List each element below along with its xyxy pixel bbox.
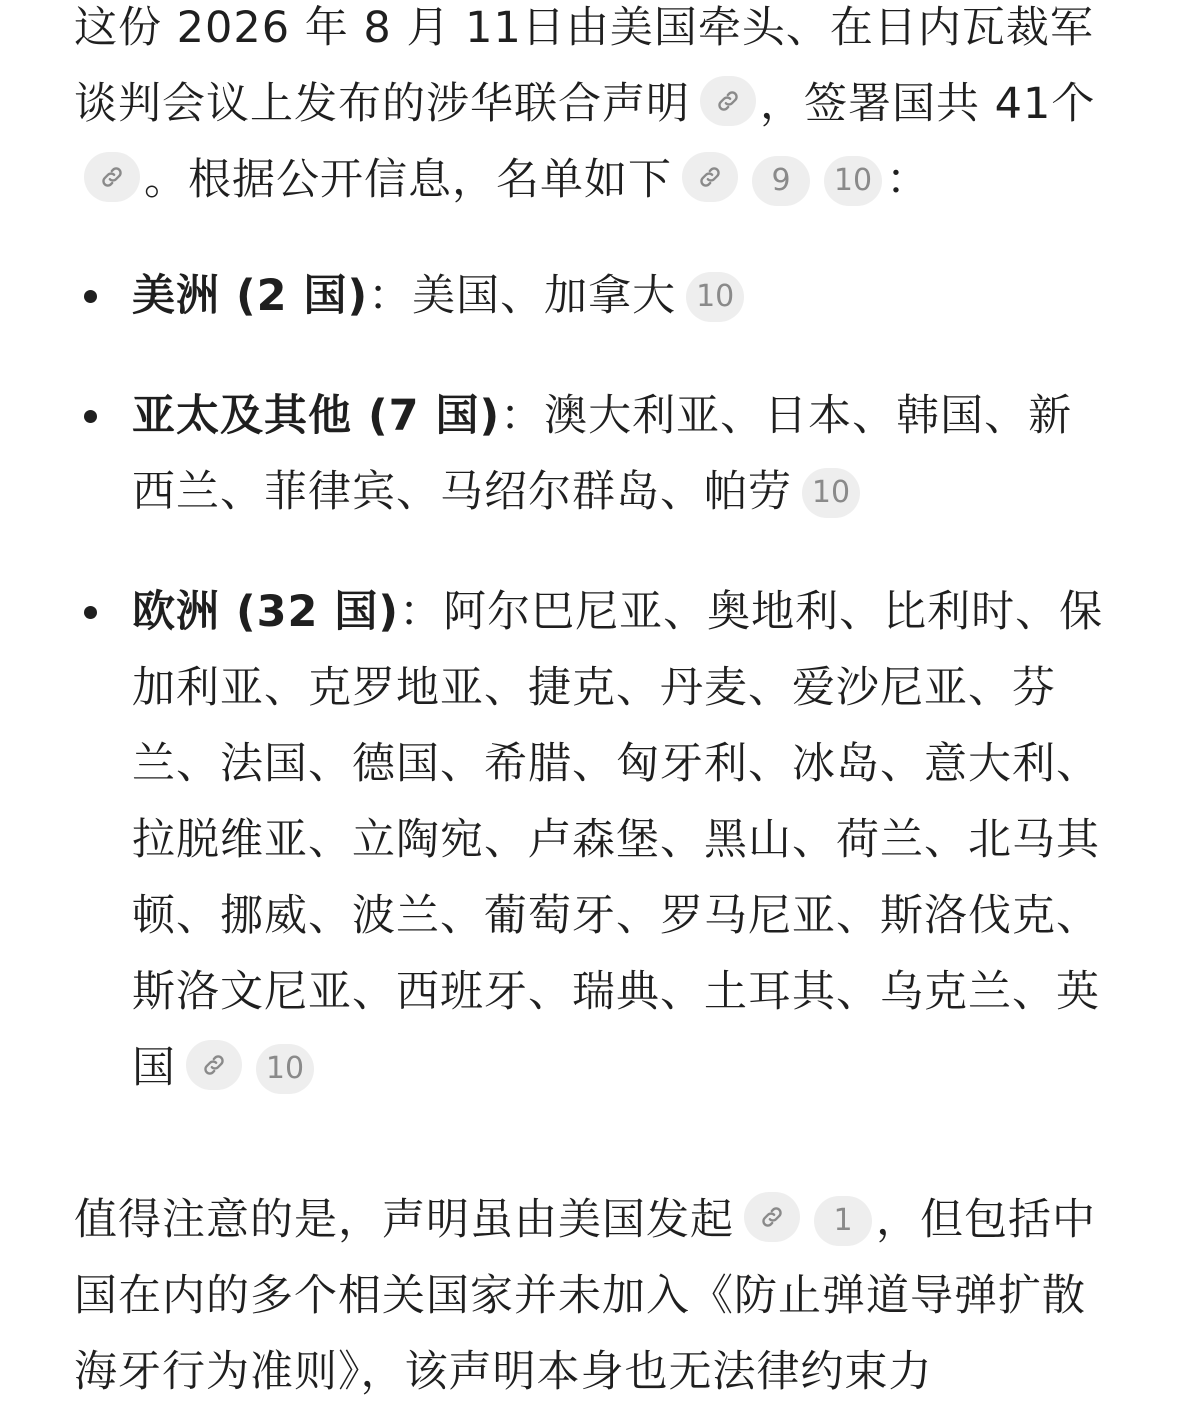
citation-pill[interactable]: 10	[802, 468, 860, 518]
list-item-sep: ：	[399, 587, 444, 637]
intro-text-b: ，签署国共 41个	[760, 79, 1096, 129]
citation-pill[interactable]: 10	[824, 156, 882, 206]
signatory-list	[74, 258, 1104, 1106]
list-item-americas	[74, 258, 1104, 334]
intro-paragraph	[74, 0, 1104, 218]
list-item-heading: 亚太及其他 (7 国)	[132, 391, 501, 441]
list-item-sep: ：	[500, 391, 545, 441]
link-icon	[99, 164, 125, 190]
list-item-text: 澳大利亚、日本、韩国、新西兰、菲律宾、马绍尔群岛、帕劳	[132, 391, 1073, 517]
citation-pill[interactable]: 1	[814, 1196, 872, 1246]
link-icon	[697, 164, 723, 190]
source-link-pill[interactable]	[84, 152, 140, 202]
source-link-pill[interactable]	[682, 152, 738, 202]
citation-pill[interactable]: 9	[752, 156, 810, 206]
list-item-text: 美国、加拿大	[412, 271, 677, 321]
note-text-b: ，但包括中国在内的多个相关国家并未加入《防止弹道导弹扩散海牙行为准则》，该声明本身也无法律约束力	[74, 1195, 1096, 1397]
citation-pill[interactable]: 10	[686, 272, 744, 322]
list-item-sep: ：	[368, 271, 413, 321]
list-item-heading: 美洲 (2 国)	[132, 271, 369, 321]
list-item-europe	[74, 574, 1104, 1106]
intro-text-d: ：	[886, 155, 930, 205]
link-icon	[759, 1204, 785, 1230]
source-link-pill[interactable]	[700, 76, 756, 126]
list-item-asia-pacific	[74, 378, 1104, 530]
answer-content	[74, 0, 1104, 1410]
link-icon	[201, 1052, 227, 1078]
note-text-a: 值得注意的是，声明虽由美国发起	[74, 1195, 734, 1245]
list-item-text: 阿尔巴尼亚、奥地利、比利时、保加利亚、克罗地亚、捷克、丹麦、爱沙尼亚、芬兰、法国、德国、希腊、匈牙利、冰岛、意大利、拉脱维亚、立陶宛、卢森堡、黑山、荷兰、北马其顿、挪威、波兰、葡萄牙、罗马尼亚、斯洛伐克、斯洛文尼亚、西班牙、瑞典、土耳其、乌克兰、英国	[132, 587, 1104, 1093]
source-link-pill[interactable]	[186, 1040, 242, 1090]
source-link-pill[interactable]	[744, 1192, 800, 1242]
citation-pill[interactable]: 10	[256, 1044, 314, 1094]
intro-text-c: 。根据公开信息，名单如下	[144, 155, 672, 205]
note-paragraph	[74, 1182, 1104, 1410]
intro-text-a: 这份 2026 年 8 月 11日由美国牵头、在日内瓦裁军谈判会议上发布的涉华联合声明	[74, 3, 1094, 129]
link-icon	[715, 88, 741, 114]
list-item-heading: 欧洲 (32 国)	[132, 587, 400, 637]
